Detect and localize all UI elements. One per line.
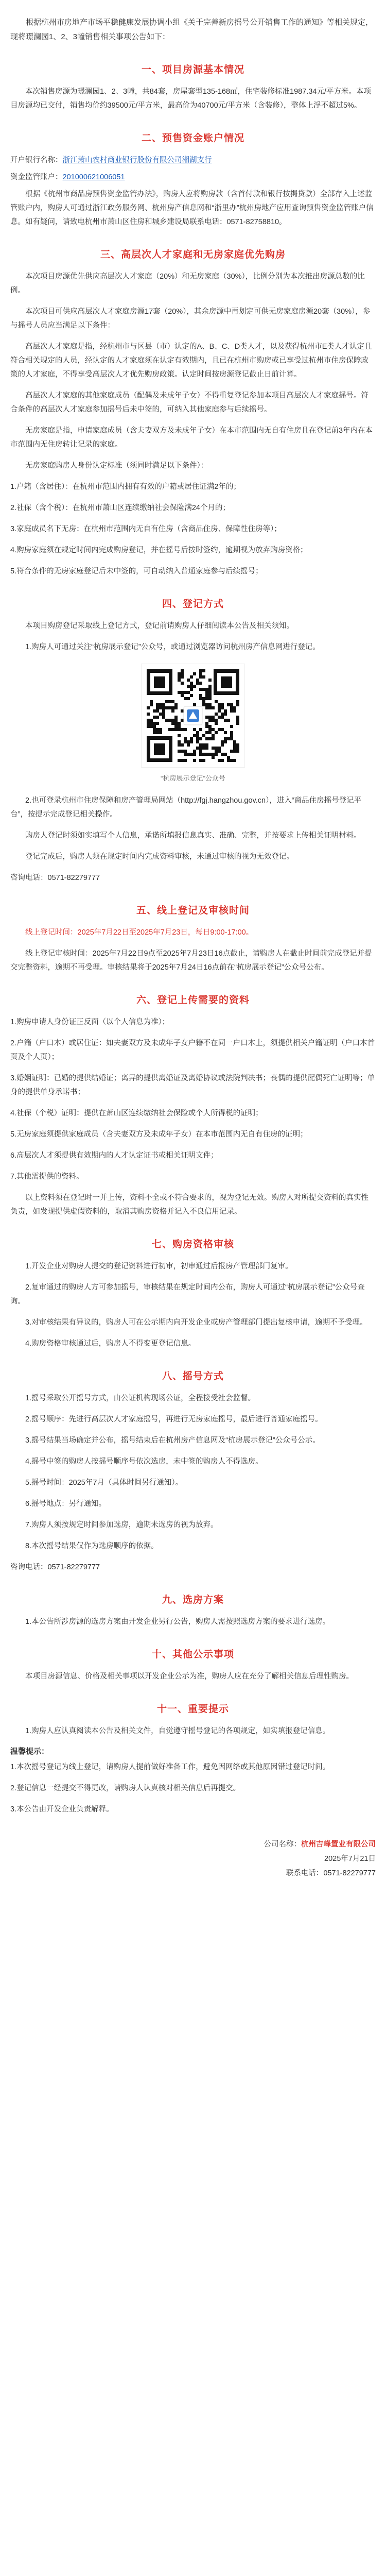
section-4-text-3: 2.也可登录杭州市住房保障和房产管理局网站（http://fgj.hangzhou.gov.cn），进入“商品住房摇号登记平台”，按提示完成登记相关操作。 [10,796,362,819]
section-8-text-3: 3.摇号结果当场确定并公布，摇号结束后在杭州房产信息网及“杭房展示登记”公众号公示。 [25,1436,320,1445]
qr-code-image[interactable] [141,664,245,768]
section-7-title: 七、购房资格审核 [151,1239,234,1250]
tip-item: 2.登记信息一经提交不得更改，请购房人认真核对相关信息后再提交。 [10,1784,241,1792]
intro-paragraph: 根据杭州市房地产市场平稳健康发展协调小组《关于完善新房摇号公开销售工作的通知》等相关规定，现将璟澜园1、2、3幢销售相关事项公告如下： [10,18,374,41]
section-3-item: 4.购房家庭须在规定时间内完成购房登记，并在摇号后按时签约，逾期视为放弃购房资格； [10,546,308,554]
bank-name-value: 浙江萧山农村商业银行股份有限公司湘湖支行 [62,156,212,164]
section-8-text-8: 8.本次摇号结果仅作为选房顺序的依据。 [25,1542,159,1550]
section-5-text-1: 线上登记时间：2025年7月22日至2025年7月23日，每日9:00-17:00。 [25,928,254,937]
footer-phone: 联系电话：0571-82279777 [286,1869,376,1877]
section-8-text-4: 4.摇号中签的购房人按摇号顺序号依次选房，未中签的购房人不得选房。 [25,1458,263,1466]
section-8-text-7: 7.购房人须按规定时间参加选房，逾期未选房的视为放弃。 [25,1521,218,1529]
section-10-text: 本项目房源信息、价格及相关事项以开发企业公示为准，购房人应在充分了解相关信息后理性购房。 [25,1672,354,1681]
section-1-text: 本次销售房源为璟澜园1、2、3幢，共84套，房屋套型135-168㎡，住宅装修标准1987.34元/平方米。本项目房源均已交付，销售均价约39500元/平方米，最高价为40700元/平方米（含装修），整体上浮不超过5%。 [10,88,371,110]
section-4-text-1: 本项目购房登记采取线上登记方式，登记前请购房人仔细阅读本公告及相关须知。 [25,622,294,630]
qr-code-icon [142,664,244,767]
section-3-item: 3.家庭成员名下无房：在杭州市范围内无自有住房（含商品住房、保障性住房等）； [10,525,282,533]
bank-name-row [10,154,376,167]
section-6-title: 六、登记上传需要的资料 [136,995,250,1006]
company-label: 公司名称： [264,1840,301,1849]
section-9-title: 九、选房方案 [162,1595,224,1605]
section-8-text-5: 5.摇号时间：2025年7月（具体时间另行通知）。 [25,1479,183,1487]
section-6-item: 6.高层次人才须提供有效期内的人才认定证书或相关证明文件； [10,1151,218,1160]
company-name: 杭州吉峰置业有限公司 [301,1840,376,1849]
section-10-title: 十、其他公示事项 [151,1649,234,1660]
section-3-item: 5.符合条件的无房家庭登记后未中签的，可自动纳入普通家庭参与后续摇号； [10,567,263,575]
bank-account-value: 201000621006051 [62,173,125,181]
section-6-text: 以上资料须在登记时一并上传，资料不全或不符合要求的，视为登记无效。购房人对所提交资料的真实性负责，如发现提供虚假资料的，取消其购房资格并记入不良信用记录。 [10,1194,369,1216]
tip-item: 3.本公告由开发企业负责解释。 [10,1805,114,1814]
section-3-text-3: 高层次人才家庭是指，经杭州市与区县（市）认定的A、B、C、D类人才，以及获得杭州市E类人才认定且符合相关规定的人员，经认定的人才家庭须在认定有效期内，且已在杭州市购房或已享受过杭州市住房保障政策的人才家庭，不得享受高层次人才优先购房政策。认定时间按房源登记截止日前计算。 [10,343,372,379]
section-1-title: 一、项目房源基本情况 [141,64,244,75]
section-6-item: 3.婚姻证明：已婚的提供结婚证；离异的提供离婚证及离婚协议或法院判决书；丧偶的提供配偶死亡证明等；单身的提供单身承诺书； [10,1074,375,1096]
tip-item: 1.本次摇号登记为线上登记，请购房人提前做好准备工作，避免因网络或其他原因错过登记时间。 [10,1763,330,1771]
section-3-text-1: 本次项目房源优先供应高层次人才家庭（20%）和无房家庭（30%），比例分别为本次推出房源总数的比例。 [10,273,365,295]
section-4-contact: 咨询电话：0571-82279777 [10,874,100,882]
section-8-contact: 咨询电话：0571-82279777 [10,1563,100,1571]
bank-name-label: 开户银行名称： [10,156,63,164]
section-6-item: 2.户籍（户口本）或居住证：如夫妻双方及未成年子女户籍不在同一户口本上，须提供相关户籍证明（户口本首页及个人页）； [10,1039,375,1061]
section-7-text-1: 1.开发企业对购房人提交的登记资料进行初审，初审通过后报房产管理部门复审。 [25,1262,293,1270]
section-2-title: 二、预售资金账户情况 [141,133,244,144]
section-6-item: 1.购房申请人身份证正反面（以个人信息为准）； [10,1018,170,1026]
section-4-text-2: 1.购房人可通过关注“杭房展示登记”公众号，或通过浏览器访问杭州房产信息网进行登记。 [25,643,320,651]
section-6-item: 7.其他需提供的资料。 [10,1173,84,1181]
section-9-text: 1.本公告所涉房源的选房方案由开发企业另行公告，购房人需按照选房方案的要求进行选房。 [25,1618,330,1626]
section-7-text-3: 3.对审核结果有异议的，购房人可在公示期内向开发企业或房产管理部门提出复核申请，逾期不予受理。 [25,1318,367,1327]
signature-block [10,1837,376,1880]
section-5-title: 五、线上登记及审核时间 [136,905,250,916]
qr-caption: “杭房展示登记”公众号 [161,774,225,782]
bank-account-row [10,171,376,184]
bank-account-label: 资金监管账户： [10,173,63,181]
section-3-item: 2.社保（含个税）：在杭州市萧山区连续缴纳社会保险满24个月的； [10,504,230,512]
section-8-title: 八、摇号方式 [162,1371,224,1382]
section-6-item: 5.无房家庭须提供家庭成员（含夫妻双方及未成年子女）在本市范围内无自有住房的证明； [10,1130,308,1139]
section-7-text-4: 4.购房资格审核通过后，购房人不得变更登记信息。 [25,1340,196,1348]
section-3-item: 1.户籍（含居住）：在杭州市范围内拥有有效的户籍或居住证满2年的； [10,483,241,491]
section-6-item: 4.社保（个税）证明：提供在萧山区连续缴纳社会保险或个人所得税的证明； [10,1109,263,1117]
tips-title: 温馨提示： [10,1747,49,1756]
section-2-text: 根据《杭州市商品房预售资金监管办法》，购房人应将购房款（含首付款和银行按揭贷款）全部存入上述监管账户内，购房人可通过浙江政务服务网、杭州房产信息网和“浙里办”杭州房地产应用查询预售资金监管账户信息。如有疑问，请致电杭州市萧山区住房和城乡建设局联系电话：0571-82758810。 [10,190,374,226]
section-4-text-4: 购房人登记时须如实填写个人信息，承诺所填报信息真实、准确、完整，并按要求上传相关证明材料。 [25,832,361,840]
section-8-text-2: 2.摇号顺序：先进行高层次人才家庭摇号，再进行无房家庭摇号，最后进行普通家庭摇号。 [25,1415,323,1423]
section-3-title: 三、高层次人才家庭和无房家庭优先购房 [100,249,286,260]
section-3-text-5: 无房家庭是指，申请家庭成员（含夫妻双方及未成年子女）在本市范围内无自有住房且在登记前3年内在本市范围内无住房转让记录的家庭。 [10,427,373,449]
section-11-title: 十一、重要提示 [156,1704,229,1715]
section-7-text-2: 2.复审通过的购房人方可参加摇号，审核结果在规定时间内公布，购房人可通过“杭房展示登记”公众号查询。 [10,1283,365,1306]
section-3-text-6: 无房家庭购房人身份认定标准（须同时满足以下条件）： [25,462,208,470]
qr-block [10,664,376,783]
section-4-title: 四、登记方式 [162,599,224,609]
announcement-date: 2025年7月21日 [324,1855,376,1863]
section-5-text-2: 线上登记审核时间：2025年7月22日9点至2025年7月23日16点截止，请购房人在截止时间前完成登记并提交完整资料，逾期不再受理。审核结果将于2025年7月24日16点前在“杭房展示登记”公众号公布。 [10,950,372,972]
section-8-text-6: 6.摇号地点：另行通知。 [25,1500,107,1508]
section-3-text-4: 高层次人才家庭的其他家庭成员（配偶及未成年子女）不得重复登记参加本项目高层次人才家庭摇号。符合条件的高层次人才家庭参加摇号后未中签的，可纳入其他家庭参与后续摇号。 [10,392,369,414]
section-3-text-2: 本次项目可供应高层次人才家庭房源17套（20%），其余房源中再划定可供无房家庭房源20套（30%），参与摇号人员应当满足以下条件： [10,308,371,330]
section-8-text-1: 1.摇号采取公开摇号方式，由公证机构现场公证，全程接受社会监督。 [25,1394,256,1402]
company-row [10,1837,376,1852]
section-11-text: 1.购房人应认真阅读本公告及相关文件，自觉遵守摇号登记的各项规定，如实填报登记信息。 [25,1727,330,1735]
section-4-text-5: 登记完成后，购房人须在规定时间内完成资料审核，未通过审核的视为无效登记。 [25,853,294,861]
